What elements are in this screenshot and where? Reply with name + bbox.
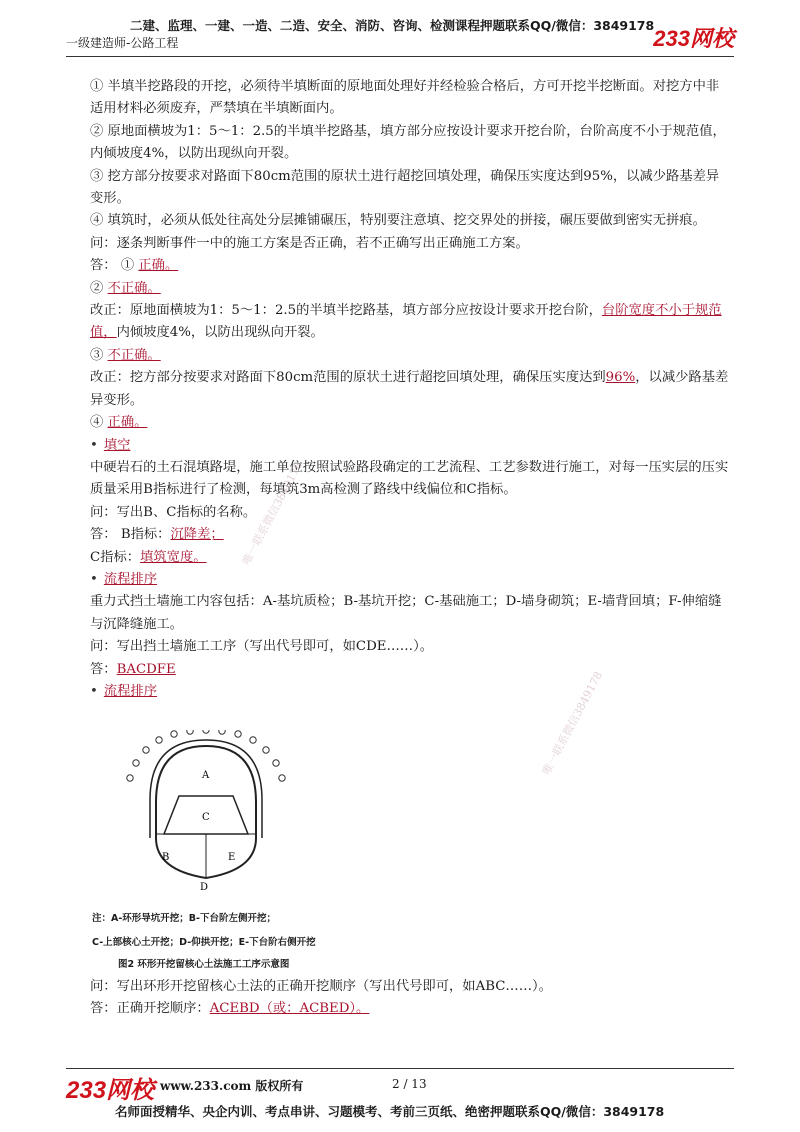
section-seq1-heading: • 流程排序 <box>90 571 158 587</box>
figure-note-2: C-上部核心土开挖；D-仰拱开挖；E-下台阶右侧开挖 <box>92 937 316 948</box>
footer-copyright: www.233.com 版权所有 <box>160 1079 304 1093</box>
watermark-2: 唯一联系微信3849178 <box>539 669 606 778</box>
answer-2-text: 不正确。 <box>107 280 161 296</box>
fill-answer-c: C指标：填筑宽度。 <box>90 549 207 565</box>
region-label-c: C <box>202 812 210 823</box>
answer-3-text: 不正确。 <box>107 347 161 363</box>
answer-1: 答： ① 正确。 <box>90 258 179 274</box>
header-subtitle: 一级建造师-公路工程 <box>66 36 179 50</box>
answer-2: ② 不正确。 <box>90 280 161 296</box>
answer-4-text: 正确。 <box>107 415 148 431</box>
answer-3-fix-key: 96% <box>605 370 636 386</box>
header-divider <box>66 56 734 57</box>
seq1-answer: 答：BACDFE <box>90 661 176 677</box>
answer-3-fix: 改正：挖方部分按要求对路面下80cm范围的原状土进行超挖回填处理，确保压实度达到96%，以减少路基差异变形。 <box>90 370 729 408</box>
tunnel-diagram <box>120 730 310 920</box>
answer-1-text: 正确。 <box>138 258 179 274</box>
region-label-e: E <box>228 852 236 863</box>
fill-answer-b: 答： B指标：沉降差； <box>90 527 224 543</box>
seq1-text: 重力式挡土墙施工内容包括：A-基坑质检；B-基坑开挖；C-基础施工；D-墙身砌筑；E-墙背回填；F-伸缩缝与沉降缝施工。 <box>90 594 722 632</box>
paragraph-1: ① 半填半挖路段的开挖，必须待半填断面的原地面处理好并经检验合格后，方可开挖半挖断面。对挖方中非适用材料必须废弃，严禁填在半填断面内。 <box>90 79 720 117</box>
paragraph-4: ④ 填筑时，必须从低处往高处分层摊铺碾压，特别要注意填、挖交界处的拼接，碾压要做到密实无拼痕。 <box>90 213 706 229</box>
figure-title: 图2 环形开挖留核心土法施工工序示意图 <box>118 959 290 970</box>
fill-text: 中硬岩石的土石混填路堤，施工单位按照试验路段确定的工艺流程、工艺参数进行施工，对每一压实层的压实质量采用B指标进行了检测，每填筑3m高检测了路线中线偏位和C指标。 <box>90 459 729 498</box>
region-label-a: A <box>202 770 210 781</box>
answer-4: ④ 正确。 <box>90 415 148 431</box>
seq2-question: 问：写出环形开挖留核心土法的正确开挖顺序（写出代号即可，如ABC……）。 <box>90 979 552 994</box>
region-label-b: B <box>162 852 170 863</box>
seq1-question: 问：写出挡土墙施工工序（写出代号即可，如CDE……）。 <box>90 639 434 655</box>
footer-divider <box>66 1068 734 1069</box>
footer-banner: 名师面授精华、央企内训、考点串讲、习题模考、考前三页纸、绝密押题联系QQ/微信：3849178 <box>115 1104 665 1119</box>
header-banner: 二建、监理、一建、一造、二造、安全、消防、咨询、检测课程押题联系QQ/微信：3849178 <box>130 18 655 33</box>
answer-3: ③ 不正确。 <box>90 347 161 363</box>
seq2-answer: 答：正确开挖顺序：ACEBD（或：ACBED）。 <box>90 1001 370 1017</box>
figure-note-1: 注：A-环形导坑开挖；B-下台阶左侧开挖； <box>92 913 276 924</box>
watermark-1: 唯一联系微信3849178 <box>239 459 306 568</box>
question-1: 问：逐条判断事件一中的施工方案是否正确，若不正确写出正确施工方案。 <box>90 235 529 251</box>
seq2-block <box>90 976 730 1021</box>
paragraph-2: ② 原地面横坡为1：5～1：2.5的半填半挖路基，填方部分应按设计要求开挖台阶，台阶高度不小于规范值，内倾坡度4%，以防出现纵向开裂。 <box>90 123 726 162</box>
header-logo: 233网校 <box>653 26 734 51</box>
footer-logo: 233网校 <box>66 1077 155 1104</box>
answer-2-fix-key: 台阶宽度不小于规范值， <box>90 303 722 341</box>
section-fill-heading: • 填空 <box>90 437 131 453</box>
answer-2-fix: 改正：原地面横坡为1：5～1：2.5的半填半挖路基，填方部分应按设计要求开挖台阶，台阶宽度不小于规范值，内倾坡度4%，以防出现纵向开裂。 <box>90 303 722 341</box>
bullet-icon: • <box>90 571 98 587</box>
bullet-icon: • <box>90 683 98 699</box>
region-label-d: D <box>200 882 209 893</box>
bullet-icon: • <box>90 437 98 453</box>
main-content <box>90 76 730 703</box>
paragraph-3: ③ 挖方部分按要求对路面下80cm范围的原状土进行超挖回填处理，确保压实度达到95%，以减少路基差异变形。 <box>90 168 720 207</box>
fill-question: 问：写出B、C指标的名称。 <box>90 504 257 520</box>
section-seq2-heading: • 流程排序 <box>90 683 158 699</box>
page-number: 2 / 13 <box>392 1077 427 1091</box>
